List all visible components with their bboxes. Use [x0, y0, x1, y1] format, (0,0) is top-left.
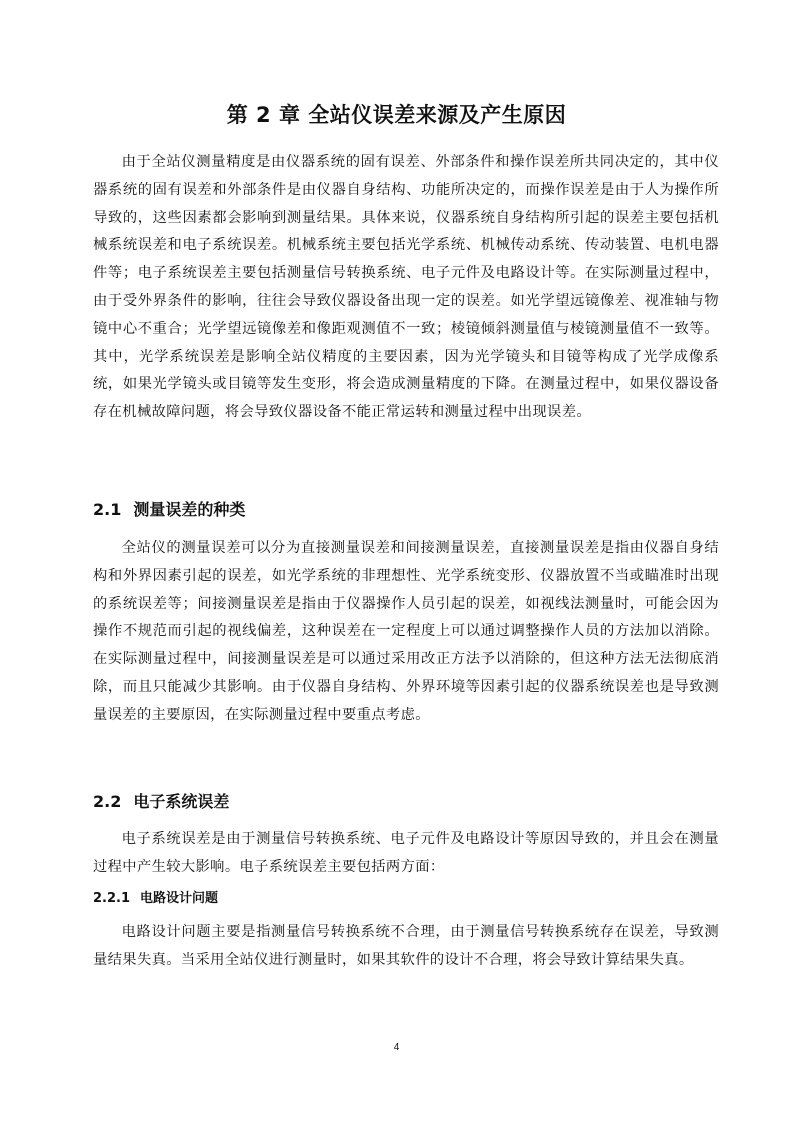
subsection-2-2-1-paragraph: 电路设计问题主要是指测量信号转换系统不合理，由于测量信号转换系统存在误差，导致测量结果失真。当采用全站仪进行测量时，如果其软件的设计不合理，将会导致计算结果失真。: [93, 924, 719, 968]
section-2-2-number: 2.2: [93, 792, 122, 811]
subsection-2-2-1-heading: [93, 888, 218, 910]
section-2-2-title: 电子系统误差: [133, 792, 230, 811]
section-2-1-number: 2.1: [93, 500, 122, 519]
section-2-1-paragraph: 全站仪的测量误差可以分为直接测量误差和间接测量误差，直接测量误差是指由仪器自身结构和外界因素引起的误差，如光学系统的非理想性、光学系统变形、仪器放置不当或瞄准时出现的系统误差等；间接测量误差是指由于仪器操作人员引起的误差，如视线法测量时，可能会因为操作不规范而引起的视线偏差，这种误差在一定程度上可以通过调整操作人员的方法加以消除。在实际测量过程中，间接测量误差是可以通过采用改正方法予以消除的，但这种方法无法彻底消除，而且只能减少其影响。由于仪器自身结构、外界环境等因素引起的仪器系统误差也是导致测量误差的主要原因，在实际测量过程中要重点考虑。: [93, 540, 719, 723]
intro-paragraph: 由于全站仪测量精度是由仪器系统的固有误差、外部条件和操作误差所共同决定的，其中仪器系统的固有误差和外部条件是由仪器自身结构、功能所决定的，而操作误差是由于人为操作所导致的，这些因素都会影响到测量结果。具体来说，仪器系统自身结构所引起的误差主要包括机械系统误差和电子系统误差。机械系统主要包括光学系统、机械传动系统、传动装置、电机电器件等；电子系统误差主要包括测量信号转换系统、电子元件及电路设计等。在实际测量过程中，由于受外界条件的影响，往往会导致仪器设备出现一定的误差。如光学望远镜像差、视准轴与物镜中心不重合；光学望远镜像差和像距观测值不一致；棱镜倾斜测量值与棱镜测量值不一致等。其中，光学系统误差是影响全站仪精度的主要因素，因为光学镜头和目镜等构成了光学成像系统，如果光学镜头或目镜等发生变形，将会造成测量精度的下降。在测量过程中，如果仪器设备存在机械故障问题，将会导致仪器设备不能正常运转和测量过程中出现误差。: [93, 154, 719, 421]
section-2-1-heading: [93, 496, 245, 524]
subsection-2-2-1-title: 电路设计问题: [140, 891, 219, 906]
section-2-2-paragraph: 电子系统误差是由于测量信号转换系统、电子元件及电路设计等原因导致的，并且会在测量过程中产生较大影响。电子系统误差主要包括两方面：: [93, 831, 719, 875]
subsection-2-2-1-number: 2.2.1: [93, 891, 131, 906]
chapter-title: 第 2 章 全站仪误差来源及产生原因: [226, 103, 567, 127]
section-2-2-heading: [93, 788, 229, 816]
page-number: 4: [393, 1042, 400, 1053]
section-2-1-title: 测量误差的种类: [133, 500, 246, 519]
